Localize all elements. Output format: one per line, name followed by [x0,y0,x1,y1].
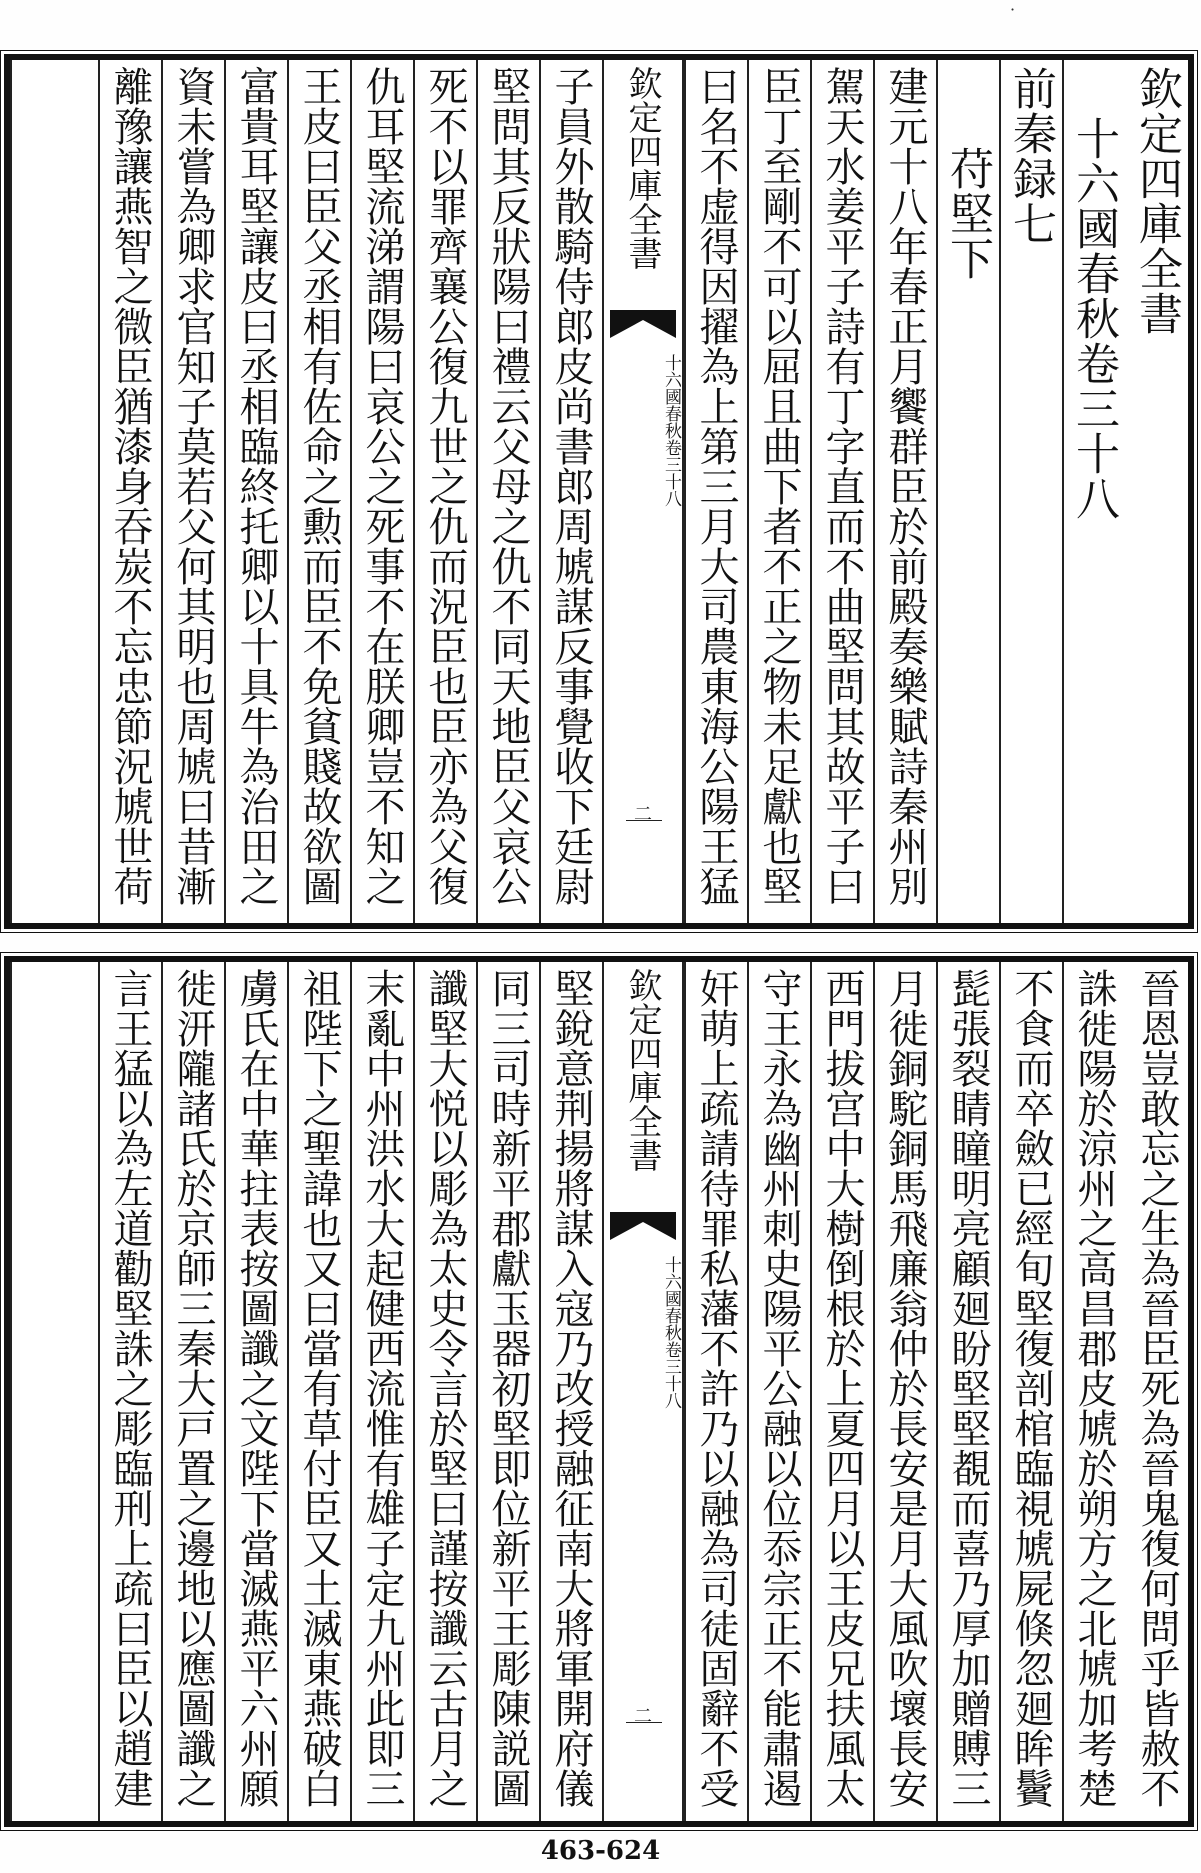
text-column [873,962,936,1821]
top-record-col [999,60,1062,923]
text-line: 離豫讓燕智之微臣猶漆身吞炭不忘忠節況虓世荷 [107,66,153,906]
band-title: 欽定四庫全書 [622,66,662,270]
band-subtitle [604,1252,682,1412]
ruler-title: 苻堅下 [942,146,993,281]
text-column [810,962,873,1821]
band-subtitle-book: 十六國春秋 [661,353,681,439]
text-column [684,962,747,1821]
text-column [287,60,350,923]
text-column [224,962,287,1821]
text-column [747,60,810,923]
book-title: 十六國春秋卷三十八 [1068,116,1119,521]
band-subtitle-volume: 卷三十八 [661,1340,681,1409]
text-line: 月徙銅駝銅馬飛廉翁仲於長安是月大風吹壞長安 [882,968,928,1808]
text-line: 末亂中州洪水大起健西流惟有雄子定九州此即三 [359,968,405,1808]
text-line: 王皮曰臣父丞相有佐命之勲而臣不免貧賤故欲圖 [296,66,342,906]
text-line: 富貴耳堅讓皮曰丞相臨終托卿以十具牛為治田之 [233,66,279,906]
text-column [936,962,999,1821]
text-line: 奸萌上疏請待罪私藩不許乃以融為司徒固辭不受 [693,968,739,1808]
text-column [476,962,539,1821]
text-column [476,60,539,923]
record-title: 前秦録七 [1005,66,1056,246]
top-panel [4,54,1194,929]
text-column [747,962,810,1821]
top-ruler-col [936,60,999,923]
text-line: 堅銳意荆揚將謀入寇乃改授融征南大將軍開府儀 [548,968,594,1808]
text-line: 徙汧隴諸氏於京師三秦大戸置之邊地以應圖讖之 [170,968,216,1808]
text-column [1125,962,1188,1821]
text-column [224,60,287,923]
text-line: 仇耳堅流涕謂陽曰哀公之死事不在朕卿豈不知之 [359,66,405,906]
bottom-panel [4,956,1194,1827]
text-column [413,962,476,1821]
scan-edge-mark: · [1010,0,1016,19]
collection-title: 欽定四庫全書 [1131,66,1182,336]
text-column [413,60,476,923]
bottom-center-band [602,962,684,1821]
fish-tail-icon [610,310,676,338]
text-line: 建元十八年春正月饗群臣於前殿奏樂賦詩秦州別 [882,66,928,906]
blank-margin-column [10,60,98,923]
text-line: 同三司時新平郡獻玉器初堅即位新平王彫陳説圖 [485,968,531,1808]
text-column [98,962,161,1821]
text-line: 臣丁至剛不可以屈且曲下者不正之物未足獻也堅 [756,66,802,906]
text-column [287,962,350,1821]
text-column [539,60,602,923]
top-book-title-col [1062,60,1125,923]
text-line: 堅問其反狀陽曰禮云父母之仇不同天地臣父哀公 [485,66,531,906]
text-line: 誅徙陽於涼州之高昌郡皮虓於朔方之北虓加考楚 [1071,968,1117,1808]
band-page-number: 二 [634,804,652,825]
text-line: 晉恩豈敢忘之生為晉臣死為晉鬼復何問乎皆赦不 [1134,968,1180,1808]
text-column [873,60,936,923]
band-subtitle-book: 十六國春秋 [661,1255,681,1341]
text-line: 資未嘗為卿求官知子莫若父何其明也周虓曰昔漸 [170,66,216,906]
band-subtitle [604,350,682,510]
text-column [810,60,873,923]
top-center-band [602,60,684,923]
blank-margin-column [10,962,98,1821]
text-column [539,962,602,1821]
band-title: 欽定四庫全書 [622,968,662,1172]
text-column [98,60,161,923]
text-column [999,962,1062,1821]
text-column [350,60,413,923]
text-column [684,60,747,923]
text-line: 守王永為幽州刺史陽平公融以位忝宗正不能肅遏 [756,968,802,1808]
top-header-col [1125,60,1188,923]
text-column [161,60,224,923]
text-column [161,962,224,1821]
text-column [1062,962,1125,1821]
text-line: 髭張裂睛瞳明亮顧廻盼堅堅覩而喜乃厚加贈賻三 [945,968,991,1808]
text-line: 讖堅大悦以彫為太史令言於堅曰謹按讖云古月之 [422,968,468,1808]
text-line: 言王猛以為左道勸堅誅之彫臨刑上疏曰臣以趙建 [107,968,153,1808]
text-line: 西門拔宫中大樹倒根於上夏四月以王皮兄扶風太 [819,968,865,1808]
text-line: 虜氏在中華拄表按圖讖之文陛下當滅燕平六州願 [233,968,279,1808]
fish-tail-icon [610,1212,676,1240]
text-column [350,962,413,1821]
text-line: 子員外散騎侍郎皮尚書郎周虓謀反事覺收下廷尉 [548,66,594,906]
band-page-number: 二 [634,1706,652,1727]
band-subtitle-volume: 卷三十八 [661,438,681,507]
text-line: 不食而卒斂已經旬堅復剖棺臨視虓屍倏忽廻眸鬢 [1008,968,1054,1808]
text-line: 曰名不虚得因擢為上第三月大司農東海公陽王猛 [693,66,739,906]
page-code: 463-624 [540,1836,661,1866]
text-line: 死不以罪齊襄公復九世之仇而況臣也臣亦為父復 [422,66,468,906]
text-line: 駕天水姜平子詩有丁字直而不曲堅問其故平子曰 [819,66,865,906]
text-line: 祖陛下之聖諱也又曰當有草付臣又土滅東燕破白 [296,968,342,1808]
